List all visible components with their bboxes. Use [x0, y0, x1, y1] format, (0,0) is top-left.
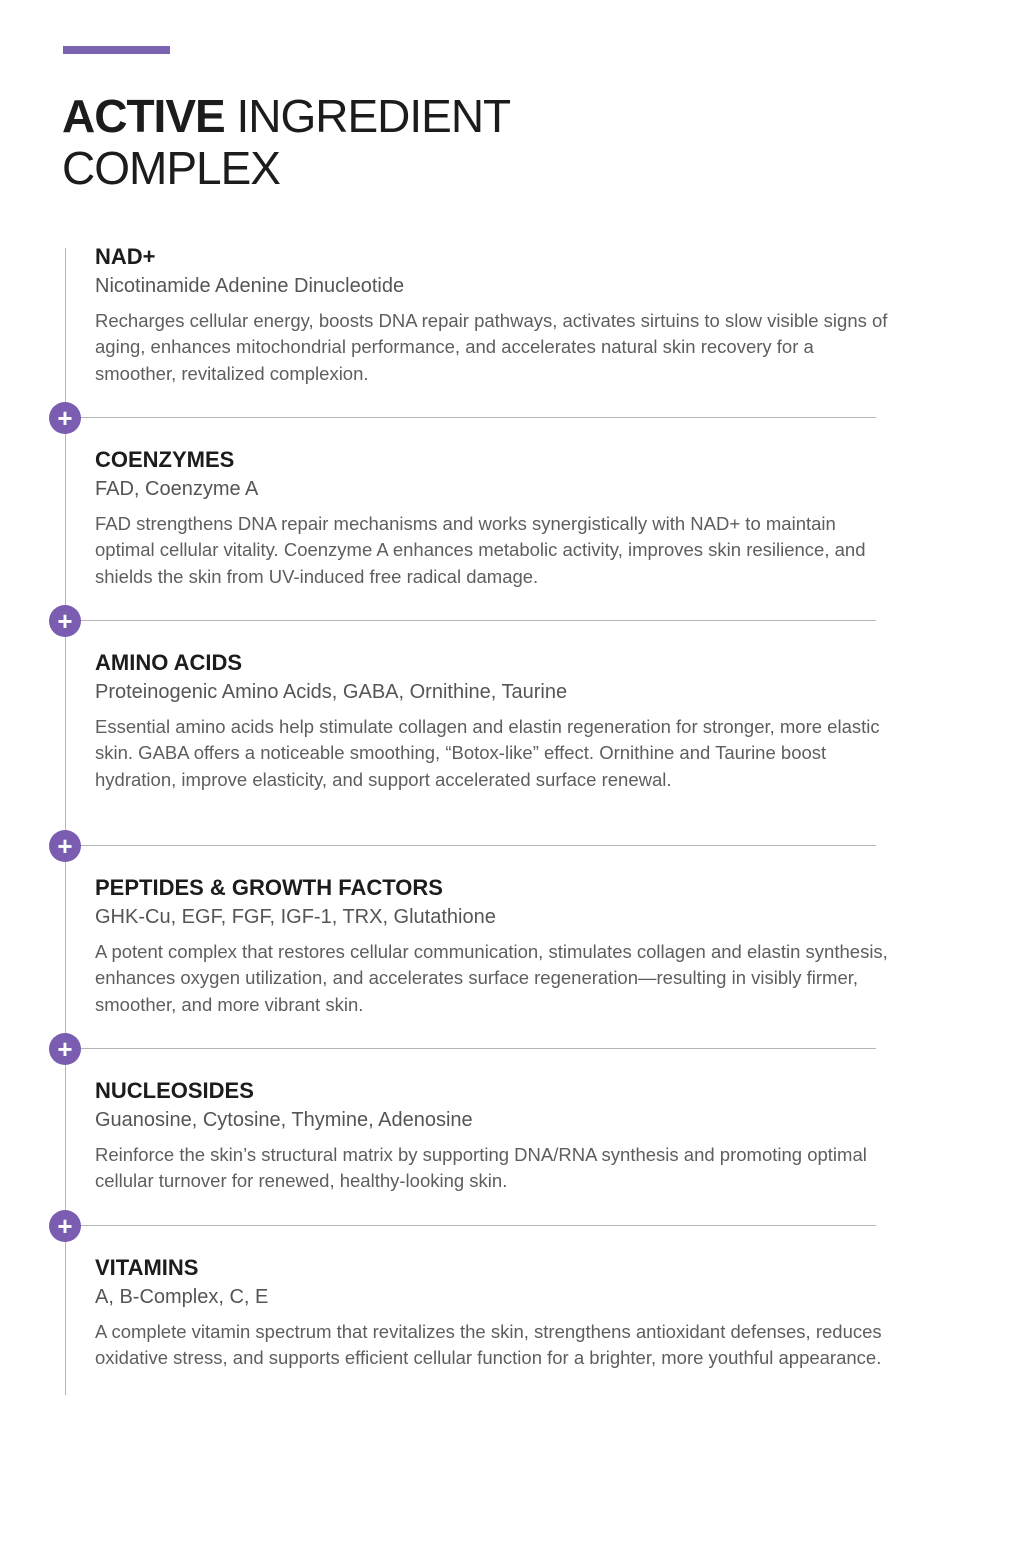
section-divider — [66, 417, 876, 418]
section-subtitle: Proteinogenic Amino Acids, GABA, Ornithine, Taurine — [95, 681, 568, 703]
plus-icon: + — [49, 605, 81, 637]
section-subtitle: Guanosine, Cytosine, Thymine, Adenosine — [95, 1109, 473, 1131]
section-subtitle: GHK-Cu, EGF, FGF, IGF-1, TRX, Glutathione — [95, 906, 496, 928]
section-subtitle: FAD, Coenzyme A — [95, 478, 259, 500]
accent-bar — [63, 46, 170, 54]
page-title-bold: ACTIVE — [62, 90, 225, 142]
section-divider — [66, 1048, 876, 1049]
plus-icon: + — [49, 1210, 81, 1242]
plus-icon: + — [49, 402, 81, 434]
section-description: Reinforce the skin’s structural matrix by supporting DNA/RNA synthesis and promoting optimal cellular turnover for renewed, healthy-looking skin. — [95, 1144, 867, 1192]
section-heading: VITAMINS — [95, 1255, 199, 1280]
section-divider — [66, 1225, 876, 1226]
section-heading: NUCLEOSIDES — [95, 1078, 254, 1103]
section-description: A complete vitamin spectrum that revitalizes the skin, strengthens antioxidant defenses, reduces oxidative stress, and supports efficient cellular function for a brighter, more youthful appearance. — [95, 1321, 882, 1369]
ingredient-section-peptides — [95, 874, 895, 1018]
ingredient-section-nad — [95, 243, 895, 387]
page-title-rest: INGREDIENT — [236, 90, 511, 142]
ingredient-section-vitamins — [95, 1254, 895, 1372]
ingredient-section-coenzymes — [95, 446, 895, 590]
section-heading: PEPTIDES & GROWTH FACTORS — [95, 875, 443, 900]
section-description: FAD strengthens DNA repair mechanisms and works synergistically with NAD+ to maintain optimal cellular vitality. Coenzyme A enhances metabolic activity, improves skin resilience, and shields the skin from UV-induced free radical damage. — [95, 513, 866, 587]
section-subtitle: Nicotinamide Adenine Dinucleotide — [95, 275, 405, 297]
section-description: Essential amino acids help stimulate collagen and elastin regeneration for stronger, more elastic skin. GABA offers a noticeable smoothing, “Botox-like” effect. Ornithine and Taurine boost hydration, improve elasticity, and support accelerated surface renewal. — [95, 716, 880, 790]
section-description: Recharges cellular energy, boosts DNA repair pathways, activates sirtuins to slow visible signs of aging, enhances mitochondrial performance, and accelerates natural skin recovery for a smoother, revitalized complexion. — [95, 310, 888, 384]
section-divider — [66, 845, 876, 846]
plus-icon: + — [49, 1033, 81, 1065]
section-heading: NAD+ — [95, 244, 156, 269]
section-divider — [66, 620, 876, 621]
section-subtitle: A, B-Complex, C, E — [95, 1286, 269, 1308]
page-title-line2: COMPLEX — [62, 142, 280, 194]
ingredient-section-nucleosides — [95, 1077, 895, 1195]
ingredient-section-amino-acids — [95, 649, 895, 793]
section-description: A potent complex that restores cellular communication, stimulates collagen and elastin synthesis, enhances oxygen utilization, and accelerates surface regeneration—resulting in visibly firmer, smoother, and more vibrant skin. — [95, 941, 888, 1015]
section-heading: COENZYMES — [95, 447, 235, 472]
page-title — [62, 90, 510, 194]
plus-icon: + — [49, 830, 81, 862]
section-heading: AMINO ACIDS — [95, 650, 243, 675]
